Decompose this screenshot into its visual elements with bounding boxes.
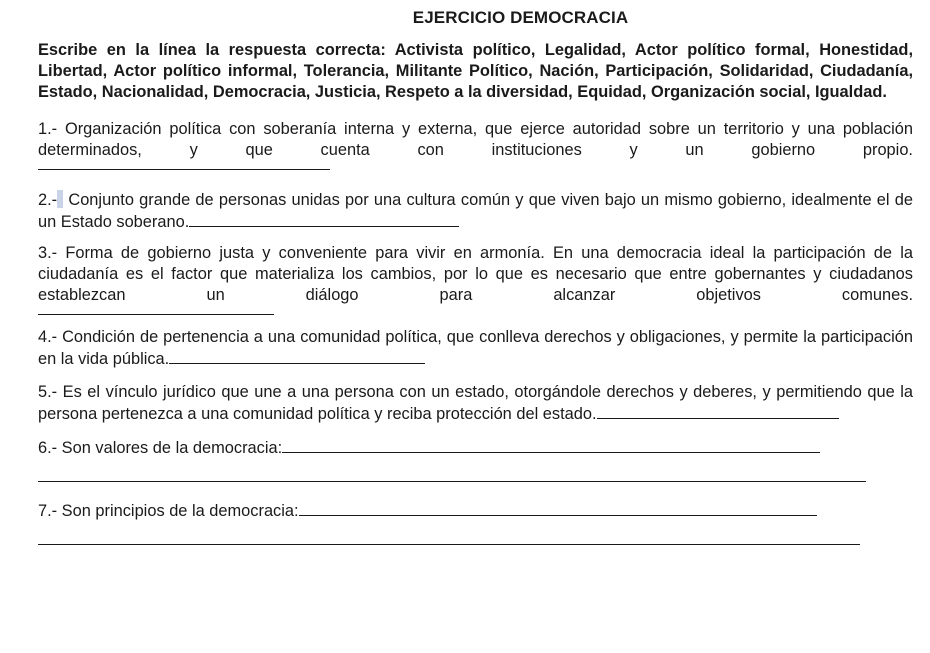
question-7-paragraph [38, 500, 913, 522]
question-6-text: 6.- Son valores de la democracia: [38, 439, 283, 457]
text-cursor [57, 190, 63, 208]
question-5-text: 5.- Es el vínculo jurídico que une a una persona con un estado, otorgándole derechos y deberes, y permitiendo que la persona pertenezca a una comunidad política y reciba protección del estado. [38, 383, 913, 423]
answer-line-4[interactable] [169, 348, 425, 364]
answer-line-5[interactable] [597, 403, 839, 419]
question-2-number: 2.- [38, 191, 58, 209]
question-2-text: Conjunto grande de personas unidas por una cultura común y que viven bajo un mismo gobierno, idealmente el de un Estado soberano. [38, 191, 913, 231]
answer-line-7a[interactable] [299, 500, 817, 516]
question-1 [38, 119, 913, 170]
question-2-paragraph [38, 190, 913, 233]
question-6-paragraph [38, 437, 913, 459]
question-7 [38, 500, 913, 545]
worksheet-title: EJERCICIO DEMOCRACIA [412, 8, 629, 27]
question-5-paragraph [38, 382, 913, 425]
question-5 [38, 382, 913, 425]
answer-line-6b[interactable] [38, 473, 866, 482]
answer-line-1[interactable] [38, 161, 330, 170]
question-1-text: 1.- Organización política con soberanía interna y externa, que ejerce autoridad sobre un territorio y una población determinados, y que cuenta con instituciones y un gobierno propio. [38, 120, 913, 159]
question-4 [38, 327, 913, 370]
answer-line-2[interactable] [189, 211, 459, 227]
question-6 [38, 437, 913, 482]
question-7-text: 7.- Son principios de la democracia: [38, 502, 299, 520]
instructions-paragraph: Escribe en la línea la respuesta correcta: Activista político, Legalidad, Actor político formal, Honestidad, Libertad, Actor político informal, Tolerancia, Militante Político, Nación, Participación, Solidaridad, Ciudadanía, Estado, Nacionalidad, Democracia, Justicia, Respeto a la diversidad, Equidad, Organización social, Igualdad. [38, 41, 913, 101]
worksheet-page [38, 0, 913, 545]
answer-line-3[interactable] [38, 306, 274, 315]
answer-line-7b[interactable] [38, 536, 860, 545]
question-4-text: 4.- Condición de pertenencia a una comunidad política, que conlleva derechos y obligaciones, y permite la participación en la vida pública. [38, 328, 913, 368]
answer-line-6a[interactable] [282, 437, 820, 453]
question-3 [38, 243, 913, 315]
question-2 [38, 190, 913, 233]
question-4-paragraph [38, 327, 913, 370]
question-3-text: 3.- Forma de gobierno justa y conveniente para vivir en armonía. En una democracia ideal la participación de la ciudadanía es el factor que materializa los cambios, por lo que es necesario que entre gobernantes y ciudadanos establezcan un diálogo para alcanzar objetivos comunes. [38, 244, 913, 304]
